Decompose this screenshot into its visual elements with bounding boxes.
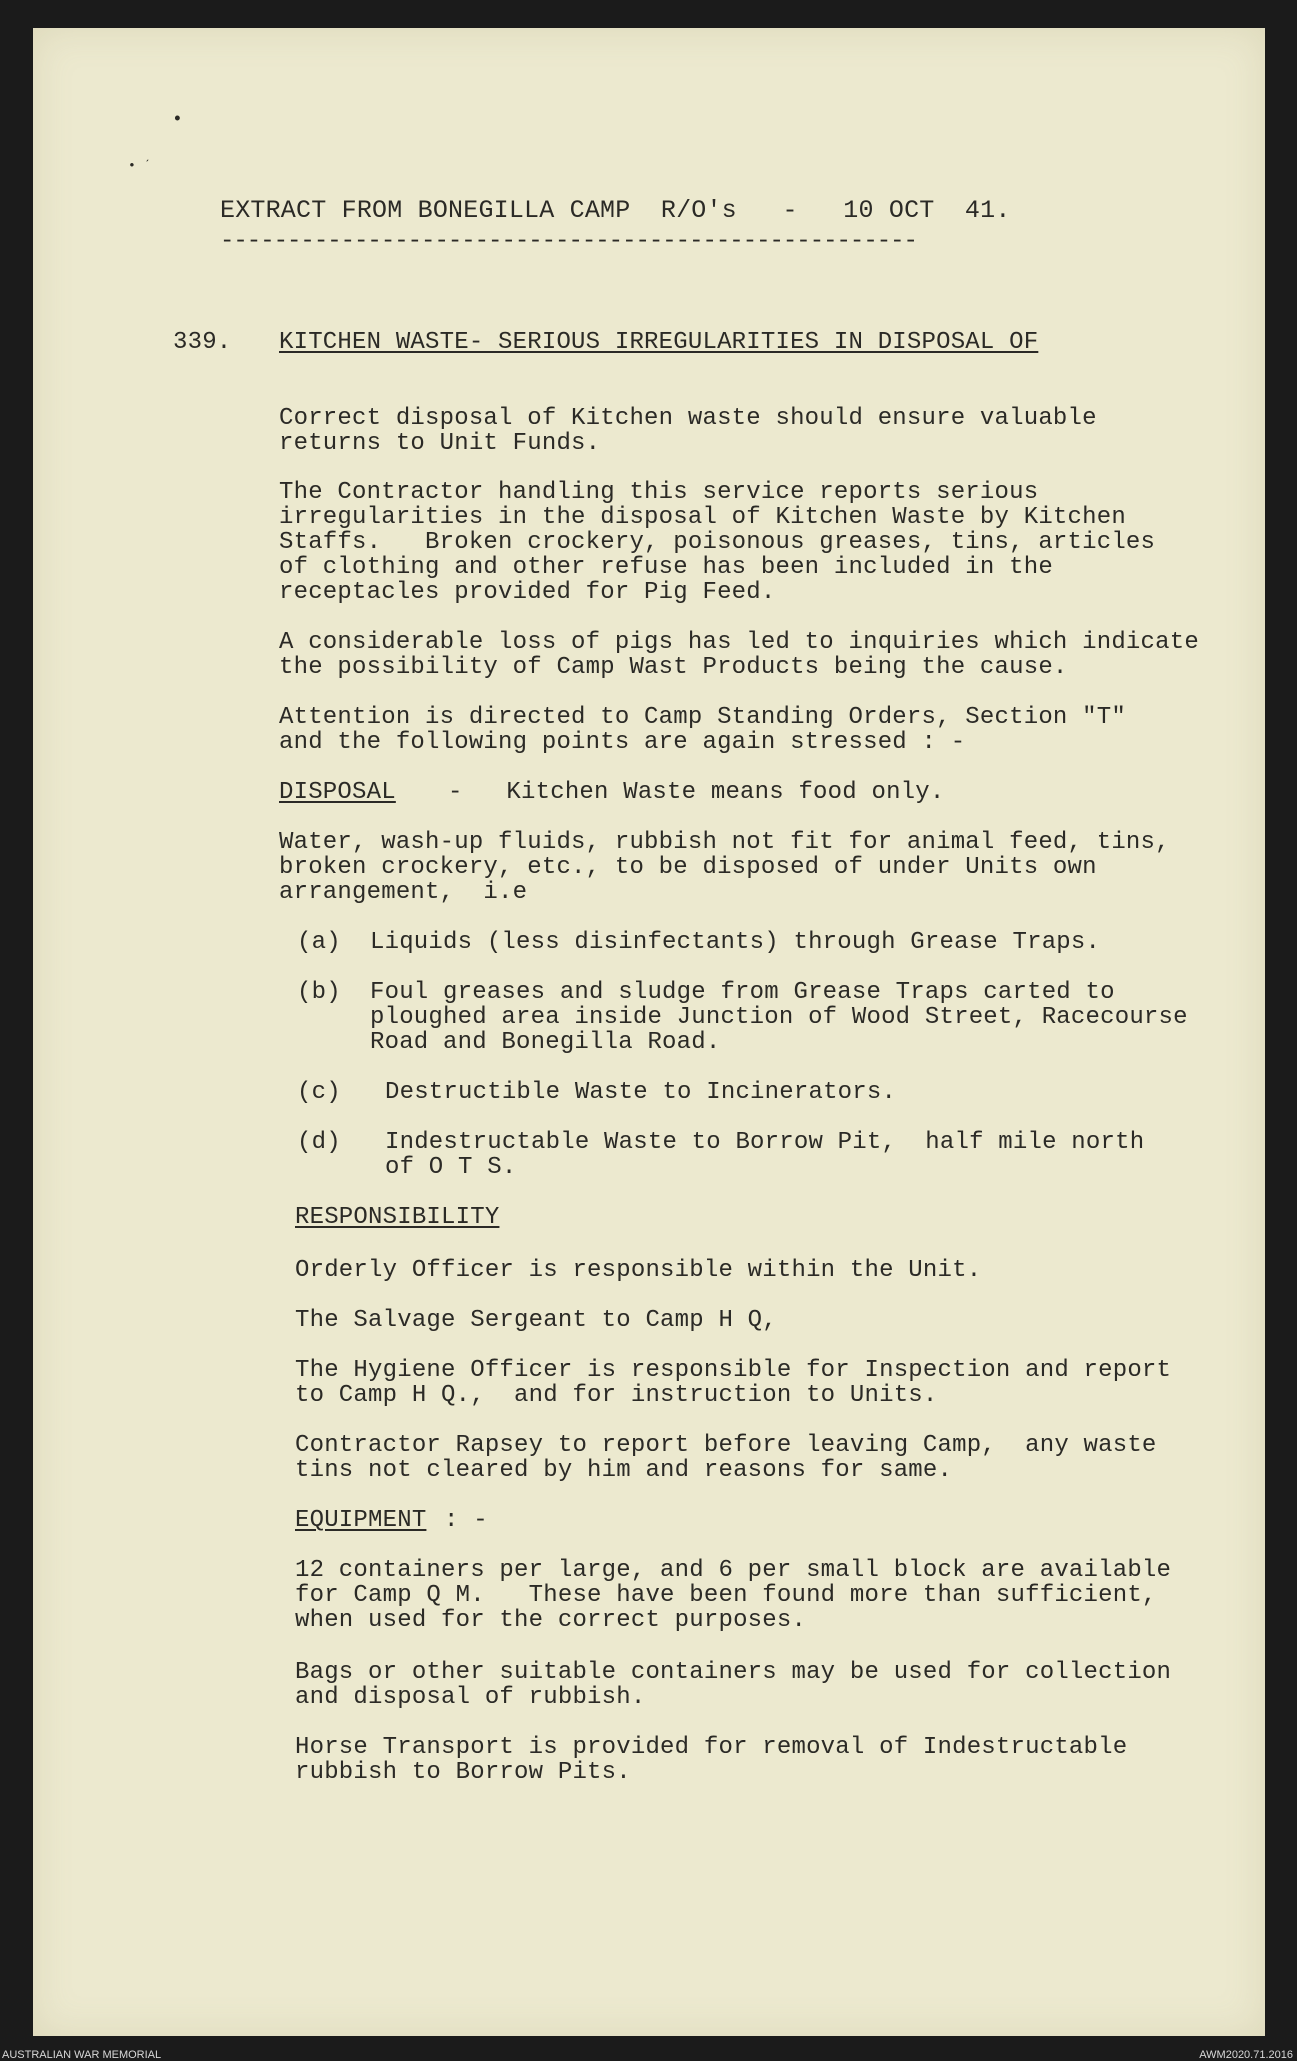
equipment-3: Horse Transport is provided for removal of Indestructable rubbish to Borrow Pits. <box>295 1734 1128 1786</box>
item-label: (c) <box>297 1079 341 1106</box>
responsibility-1: Orderly Officer is responsible within the Unit. <box>295 1257 982 1284</box>
responsibility-4: Contractor Rapsey to report before leaving Camp, any waste tins not cleared by him and reasons for same. <box>295 1432 1157 1484</box>
item-text: Foul greases and sludge from Grease Traps carted to ploughed area inside Junction of Wood Street, Racecourse Road and Bonegilla Road. <box>370 979 1188 1056</box>
item-label: (a) <box>297 929 341 956</box>
responsibility-heading: RESPONSIBILITY <box>295 1204 500 1231</box>
responsibility-3: The Hygiene Officer is responsible for Inspection and report to Camp H Q., and for instruction to Units. <box>295 1357 1172 1409</box>
archive-footer-bar <box>0 2036 1297 2061</box>
ink-mark: • ˊ <box>128 158 152 173</box>
item-text: Liquids (less disinfectants) through Grease Traps. <box>370 929 1101 956</box>
section-heading: KITCHEN WASTE- SERIOUS IRREGULARITIES IN DISPOSAL OF <box>279 329 1039 356</box>
equipment-heading: EQUIPMENT <box>295 1507 427 1534</box>
section-number: 339. <box>173 329 232 356</box>
equipment-1: 12 containers per large, and 6 per small block are available for Camp Q M. These have been found more than sufficient, when used for the correct purposes. <box>295 1557 1172 1634</box>
footer-credit: AUSTRALIAN WAR MEMORIAL <box>2 2049 162 2061</box>
ink-mark: • <box>172 110 183 130</box>
document-title: EXTRACT FROM BONEGILLA CAMP R/O's - 10 OCT 41. <box>220 196 1011 225</box>
item-text: Destructible Waste to Incinerators. <box>385 1079 897 1106</box>
paragraph-5: Water, wash-up fluids, rubbish not fit for animal feed, tins, broken crockery, etc., to be disposed of under Units own arrangement, i.e <box>279 829 1170 906</box>
paragraph-1: Correct disposal of Kitchen waste should ensure valuable returns to Unit Funds. <box>279 405 1097 457</box>
disposal-text: - Kitchen Waste means food only. <box>448 779 945 806</box>
responsibility-2: The Salvage Sergeant to Camp H Q, <box>295 1307 777 1334</box>
equipment-suffix: : - <box>444 1507 488 1534</box>
item-label: (b) <box>297 979 341 1006</box>
paragraph-2: The Contractor handling this service reports serious irregularities in the disposal of Kitchen Waste by Kitchen Staffs. Broken crockery, poisonous greases, tins, articles of clothing and other refuse has been included in the receptacles provided for Pig Feed. <box>279 479 1156 606</box>
paragraph-3: A considerable loss of pigs has led to inquiries which indicate the possibility of Camp Wast Products being the cause. <box>279 629 1199 681</box>
footer-accession: AWM2020.71.2016 <box>1199 2049 1293 2061</box>
title-rule: ---------------------------------------------------- <box>220 230 917 254</box>
equipment-2: Bags or other suitable containers may be used for collection and disposal of rubbish. <box>295 1659 1172 1711</box>
item-label: (d) <box>297 1129 341 1156</box>
paragraph-4: Attention is directed to Camp Standing Orders, Section "T" and the following points are again stressed : - <box>279 704 1126 756</box>
item-text: Indestructable Waste to Borrow Pit, half mile north of O T S. <box>385 1129 1145 1181</box>
disposal-heading: DISPOSAL <box>279 779 396 806</box>
